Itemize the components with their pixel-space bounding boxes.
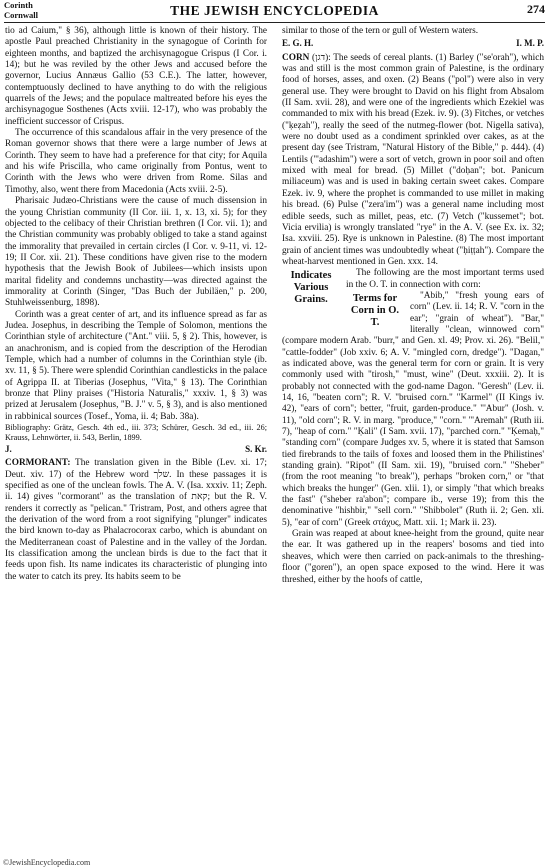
copyright-footer: ©JewishEncyclopedia.com (3, 858, 91, 867)
entry-heading: CORN (282, 52, 310, 63)
entry-heading: CORMORANT: (5, 458, 71, 469)
side-heading: Indicates Various Grains. (290, 270, 332, 306)
paragraph: The occurrence of this scandalous affair in the very presence of the Roman governor shows that there were a large number of Jews at Corinth. They seem to have had a preference for that city; for Aquila and his wife Priscilla, who came originally from Pontus, went to Corinth with the Jews who were driven from Rome. Silas and Timothy, also, went there from Macedonia (Acts xviii. 2-5). (5, 128, 267, 195)
entry-corn (282, 53, 544, 269)
catchword-first: Corinth (4, 0, 33, 10)
bibliography: Bibliography: Grätz, Gesch. 4th ed., iii. 373; Schürer, Gesch. 3d ed., iii. 26; Krauss, Lehnwörter, ii. 543, Berlin, 1899. (5, 423, 267, 443)
paragraph: similar to those of the tern or gull of Western waters. (282, 26, 479, 36)
paragraph: Corinth was a great center of art, and its influence spread as far as Judea. Josephus, in describing the Temple of Solomon, mentions the Corinthian style of architecture ("Ant." viii. 5, § 2). This, however, is an anachronism, and is copied from the description of the Herodian Temple, which had a number of columns in the Corinthian style (ib. xv. 11, § 5). There were splendid Corinthian candlesticks in the palace of Agrippa II. at Tiberias (Josephus, "Vita," § 13). The Corinthian bronze that Pliny praises ("Historia Naturalis," xxxiv. 1, § 3) was prized at Jerusalem (Josephus, "B. J." v. 5, § 3), and is also mentioned in rabbinical sources (Tosef., Yoma, ii. 4; Bab. 38a). (5, 309, 267, 422)
signature-initials: J. (5, 444, 12, 455)
paragraph: tio ad Caium," § 36), although little is known of their history. The apostle Paul preached Christianity in the synagogue of Corinth for eighteen months, and baptized the archisynagogue Crispus (I Cor. i. 14); but he was reviled by the other Jews and accused before the governor, Lucius Annæus Gallio (53 C.E.). The latter, however, contemptuously declined to have anything to do with the religious quarrels of the Jews; and the populace maltreated before his eyes the archisynagogue Sosthenes (Acts xviii. 12-17), who was probably the inefficient successor of Crispus. (5, 26, 267, 127)
signature-line (282, 38, 544, 49)
side-heading: Terms for Corn in O. T. (350, 292, 400, 328)
page-number: 274 (527, 2, 545, 16)
catchword-last: Cornwall (4, 10, 38, 20)
paragraph: The following are the most important terms used in the O. T. in connection with corn: (346, 268, 544, 290)
paragraph: Pharisaic Judæo-Christians were the cause of much dissension in the young Christian community (II Cor. iii. 1, x. 13, xi. 5); for they objected to the celibacy of their Christian brethren (I Cor. vii. 1); and the Christian community was probably obliged to take a stand against the immorality that prevailed in certain circles (I Cor. v. 9-11, vi. 12-19; II Cor. xii. 21). These conditions have given rise to the modern hypothesis that the Jewish Book of Jubilees—which insists upon marital fidelity and condemns unchastity—was directed against the immorality at Corinth (Singer, "Das Buch der Jubiläen," p. 200, Stuhlweissenburg, 1898). (5, 196, 267, 309)
paragraph: Grain was reaped at about knee-height from the ground, quite near the ear. It was gathered up in the reapers' bosoms and tied into sheaves, which were then carried on pack-animals to the threshing-floor ("goren"), an open space exposed to the wind. Here it was threshed, either by the hoofs of cattle, (282, 529, 544, 585)
right-column (282, 26, 544, 856)
entry-text: The translation given in the Bible (Lev. xi. 17; Deut. xiv. 17) of the Hebrew word שלך. In these passages it is specified as one of the unclean fowls. The A. V. (Isa. xxxiv. 11; Zeph. ii. 14) gives "cormorant" as the translation of קאת; but the R. V. renders it correctly as "pelican." Tristram, Post, and others agree that the derivation of the word from a root signifying "plunger" indicates the bird known to-day as Phalacrocorax carbo, which is abundant on the Mediterranean coast of Palestine and in the valley of the Jordan. Its classification among the unclean birds is due to the fact that it feeds upon fish. Its name indicates its characteristic of plunging into the water to catch its prey. Its habits seem to be (5, 458, 267, 582)
left-column (5, 26, 267, 856)
signature-author: I. M. P. (516, 38, 544, 49)
running-title: THE JEWISH ENCYCLOPEDIA (170, 3, 379, 18)
signature-initials: E. G. H. (282, 38, 314, 49)
page-header (4, 0, 545, 23)
signature-line (5, 444, 267, 455)
paragraph: "Abib," "fresh young ears of corn" (Lev. ii. 14; R. V. "corn in the ear"; "grain of wheat"). "Bar," literally "clean, winnowed corn" (compare modern Arab. "burr," and Gen. xl. 49; Prov. xi. 26). "Belil," "cattle-fodder" (Job xxiv. 6; A. V. "mingled corn, dredge"). "Dagan," as indicated above, was the general term for corn or grain. It is very commonly used with "tirosh," "must, wine" (Deut. xxxiii. 2). It is probably not connected with the god-name Dagon. "Geresh" (Lev. ii. 14, 16, "beaten corn"; R. V. "bruised corn." "Karmel" (II Kings iv. 42), "ears of corn"; better, "fruit, garden-produce." "'Abur" (Josh. v. 11), "old corn"; R. V. in marg. "produce," "corn." "'Aremah" (Ruth iii. 7), "heap of corn." "Ḳali" (I Sam. xvii. 17), "parched corn." "Ḳemaḥ," "standing corn" (compare Judges xv. 5, where it is stated that Samson tied firebrands to the tails of foxes and loosed them in the Philistines' standing grain). "Ripot" (II Sam. xii. 19), "bruised corn." "Sheber" (from the root meaning "to break"), perhaps "broken corn," or "that which breaks the hunger" (Gen. xlii. 1), or simply "that which breaks the fast" ("sheber ra'abon"; compare ib., verse 19); from this the denominative "hishbir," "sell corn." "Shibbolet" (Ruth ii. 2; Gen. xli. 5), "ear of corn" (Greek στάχυς, Matt. xii. 1; Mark ii. 23). (282, 290, 544, 528)
signature-author: S. Kr. (245, 444, 267, 455)
entry-text: (דגן): The seeds of cereal plants. (1) Barley ("se'orah"), which was and still is the most common grain of Palestine, is the ordinary food of horses, asses, and oxen. (2) Beans ("pol") were also in very general use. They were brought to David on his flight from Absalom (II Sam. xvii. 28), and were one of the ingredients which Ezekiel was commanded to mix with his bread (Ezek. iv. 9). (3) Fitches, or vetches ("ḳeẓah"), really the seed of the nutmeg-flower (bot. Nigella sativa), were no doubt used as a condiment sprinkled over cakes, as at the present day (see Tristram, "Natural History of the Bible," p. 444). (4) Lentils ("'adashim") were a sort of vetch, grown in poor soil and often mixed with meal for bread. (5) Millet ("doḥan"; bot. Panicum miliaceum) was and is used in baking certain sweet cakes. Compare Ezek. iv. 9, where the prophet is commanded to use millet in making his bread. (6) Pulse ("zera'im") was a general name including most edible seeds, such as millet, peas, etc. (7) Vetch ("kussemet"; bot. Vicia ervilia) is wrongly translated "rye" in the A. V. (see Ex. ix. 32; Isa. xxviii. 25). Rye is unknown in Palestine. (8) The most important grain of ancient times was undoubtedly wheat ("ḥiṭṭah"). Compare the wheat-harvest mentioned in Gen. xxx. 14. (282, 52, 544, 267)
entry-cormorant (5, 458, 267, 583)
